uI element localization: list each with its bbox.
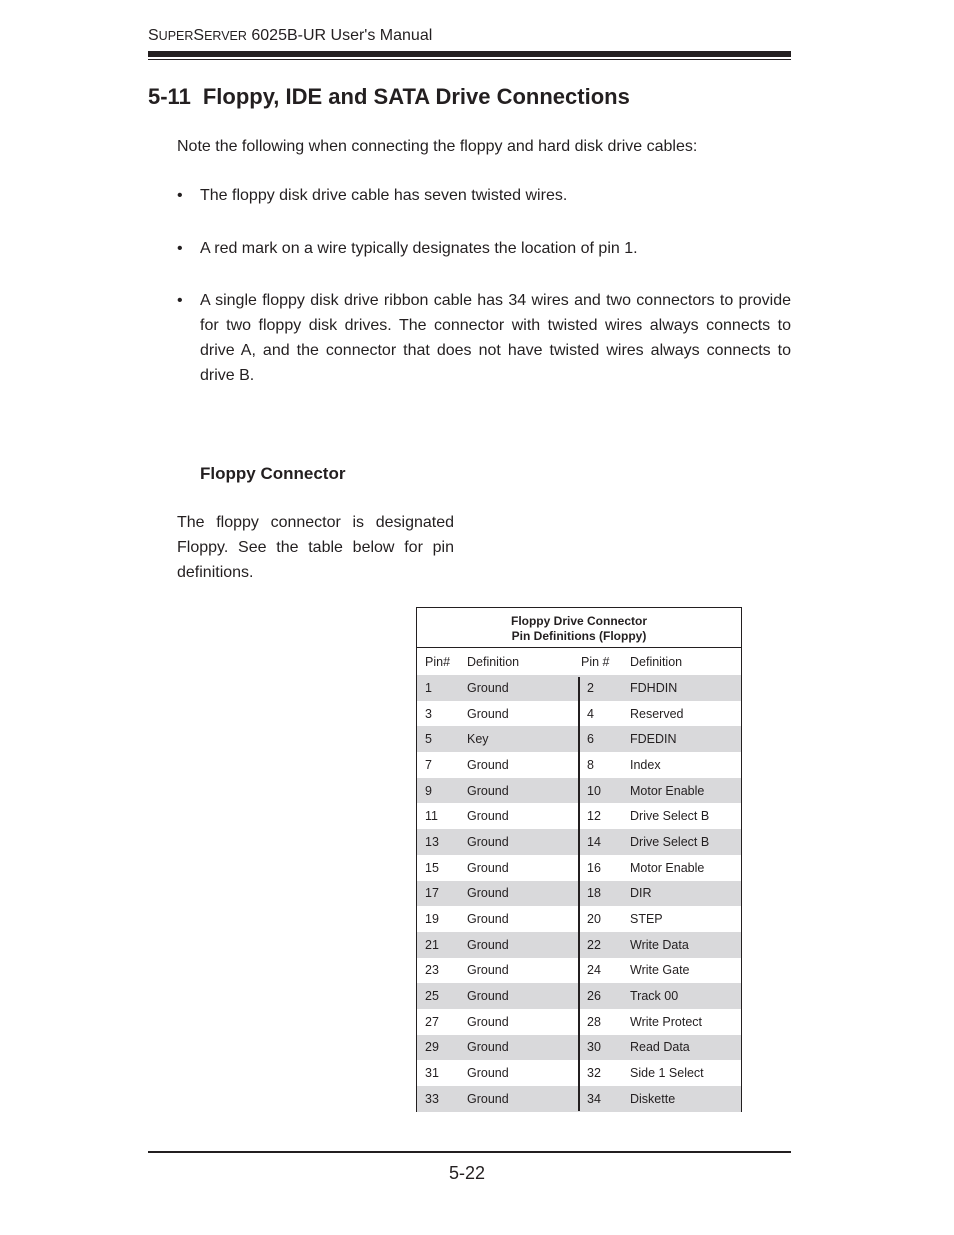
cell-pin-odd: 33 — [425, 1091, 439, 1106]
cell-definition-odd: Ground — [467, 989, 509, 1004]
header-pin-even: Pin # — [581, 654, 610, 669]
cell-definition-even: Write Protect — [630, 1014, 703, 1029]
header-rule-thick — [148, 51, 791, 57]
intro-paragraph: Note the following when connecting the floppy and hard disk drive cables: — [177, 138, 698, 155]
cell-pin-even: 2 — [587, 680, 594, 695]
table-caption — [417, 608, 741, 648]
cell-definition-even: Drive Select B — [630, 834, 710, 849]
footer-rule — [148, 1151, 791, 1153]
cell-pin-odd: 5 — [425, 732, 432, 747]
cell-definition-even: STEP — [630, 912, 663, 927]
cell-definition-even: DIR — [630, 886, 652, 901]
cell-definition-odd: Ground — [467, 680, 509, 695]
header-brand-rest-2: ERVER — [204, 29, 247, 43]
bullet-item — [177, 288, 791, 388]
table-column-divider — [578, 677, 580, 1111]
cell-definition-even: Index — [630, 757, 661, 772]
cell-definition-odd: Ground — [467, 1014, 509, 1029]
cell-definition-even: Track 00 — [630, 989, 679, 1004]
cell-pin-even: 6 — [587, 732, 594, 747]
cell-pin-odd: 29 — [425, 1040, 439, 1055]
section-title: Floppy, IDE and SATA Drive Connections — [202, 84, 630, 109]
cell-definition-odd: Ground — [467, 886, 509, 901]
cell-definition-odd: Ground — [467, 1066, 509, 1081]
cell-pin-odd: 21 — [425, 937, 439, 952]
header-brand-rest-1: UPER — [158, 29, 194, 43]
cell-definition-odd: Ground — [467, 706, 509, 721]
bullet-item — [177, 236, 791, 261]
cell-pin-odd: 27 — [425, 1014, 439, 1029]
cell-pin-even: 14 — [587, 834, 601, 849]
cell-pin-even: 4 — [587, 706, 594, 721]
bullet-symbol: • — [177, 292, 183, 309]
cell-definition-even: FDEDIN — [630, 732, 677, 747]
floppy-connector-description: The floppy connector is designated Floppy. See the table below for pin definitions. — [177, 514, 454, 581]
header-brand-cap-2: S — [193, 27, 205, 44]
cell-pin-odd: 31 — [425, 1066, 439, 1081]
cell-pin-odd: 1 — [425, 680, 432, 695]
cell-definition-even: Reserved — [630, 706, 684, 721]
table-header-row — [417, 648, 741, 675]
cell-definition-even: Motor Enable — [630, 783, 705, 798]
cell-definition-even: FDHDIN — [630, 680, 678, 695]
cell-pin-even: 24 — [587, 963, 601, 978]
bullet-text: The floppy disk drive cable has seven twisted wires. — [200, 187, 568, 204]
cell-definition-odd: Ground — [467, 912, 509, 927]
cell-definition-odd: Ground — [467, 783, 509, 798]
cell-pin-even: 26 — [587, 989, 601, 1004]
cell-definition-odd: Ground — [467, 937, 509, 952]
bullet-symbol: • — [177, 187, 183, 204]
cell-pin-even: 16 — [587, 860, 601, 875]
cell-pin-even: 28 — [587, 1014, 601, 1029]
floppy-connector-heading: Floppy Connector — [200, 464, 346, 483]
cell-pin-odd: 15 — [425, 860, 439, 875]
table-caption-line-1: Floppy Drive Connector — [510, 614, 647, 628]
cell-pin-odd: 11 — [425, 809, 438, 824]
cell-pin-odd: 3 — [425, 706, 432, 721]
cell-definition-odd: Key — [467, 732, 489, 747]
cell-definition-even: Motor Enable — [630, 860, 705, 875]
section-number: 5-11 — [148, 84, 191, 109]
cell-pin-odd: 17 — [425, 886, 439, 901]
cell-pin-even: 12 — [587, 809, 601, 824]
cell-definition-even: Side 1 Select — [630, 1066, 704, 1081]
section-heading — [148, 84, 630, 110]
cell-pin-even: 18 — [587, 886, 601, 901]
cell-definition-even: Drive Select B — [630, 809, 710, 824]
bullet-item — [177, 183, 791, 208]
bullet-symbol: • — [177, 240, 183, 257]
header-rule-thin — [148, 59, 791, 60]
cell-definition-odd: Ground — [467, 809, 509, 824]
header-brand-cap-1: S — [148, 27, 159, 44]
cell-definition-even: Diskette — [630, 1091, 676, 1106]
cell-definition-odd: Ground — [467, 834, 509, 849]
cell-pin-even: 34 — [587, 1091, 601, 1106]
header-title-rest: 6025B-UR User's Manual — [246, 27, 433, 44]
cell-definition-odd: Ground — [467, 860, 509, 875]
bullet-text: A single floppy disk drive ribbon cable has 34 wires and two connectors to provide for two floppy disk drives. The connector with twisted wires always connects to drive A, and the connector that does not have twisted wires always connects to drive B. — [200, 292, 791, 384]
cell-pin-even: 20 — [587, 912, 601, 927]
cell-pin-even: 30 — [587, 1040, 601, 1055]
running-header — [148, 27, 432, 45]
cell-pin-odd: 23 — [425, 963, 439, 978]
header-definition-odd: Definition — [467, 654, 520, 669]
cell-pin-odd: 25 — [425, 989, 439, 1004]
header-pin-odd: Pin# — [425, 654, 451, 669]
cell-definition-even: Read Data — [630, 1040, 690, 1055]
pin-definition-table — [416, 607, 742, 1112]
cell-pin-odd: 7 — [425, 757, 432, 772]
cell-pin-even: 10 — [587, 783, 601, 798]
header-definition-even: Definition — [630, 654, 683, 669]
cell-definition-odd: Ground — [467, 757, 509, 772]
cell-definition-even: Write Gate — [630, 963, 690, 978]
cell-definition-even: Write Data — [630, 937, 689, 952]
cell-pin-even: 8 — [587, 757, 594, 772]
cell-definition-odd: Ground — [467, 1040, 509, 1055]
cell-pin-odd: 13 — [425, 834, 439, 849]
cell-definition-odd: Ground — [467, 1091, 509, 1106]
cell-definition-odd: Ground — [467, 963, 509, 978]
cell-pin-even: 32 — [587, 1066, 601, 1081]
bullet-text: A red mark on a wire typically designates the location of pin 1. — [200, 240, 638, 257]
cell-pin-odd: 9 — [425, 783, 432, 798]
cell-pin-odd: 19 — [425, 912, 439, 927]
cell-pin-even: 22 — [587, 937, 601, 952]
page-number: 5-22 — [449, 1163, 486, 1183]
table-caption-line-2: Pin Definitions (Floppy) — [511, 629, 647, 643]
